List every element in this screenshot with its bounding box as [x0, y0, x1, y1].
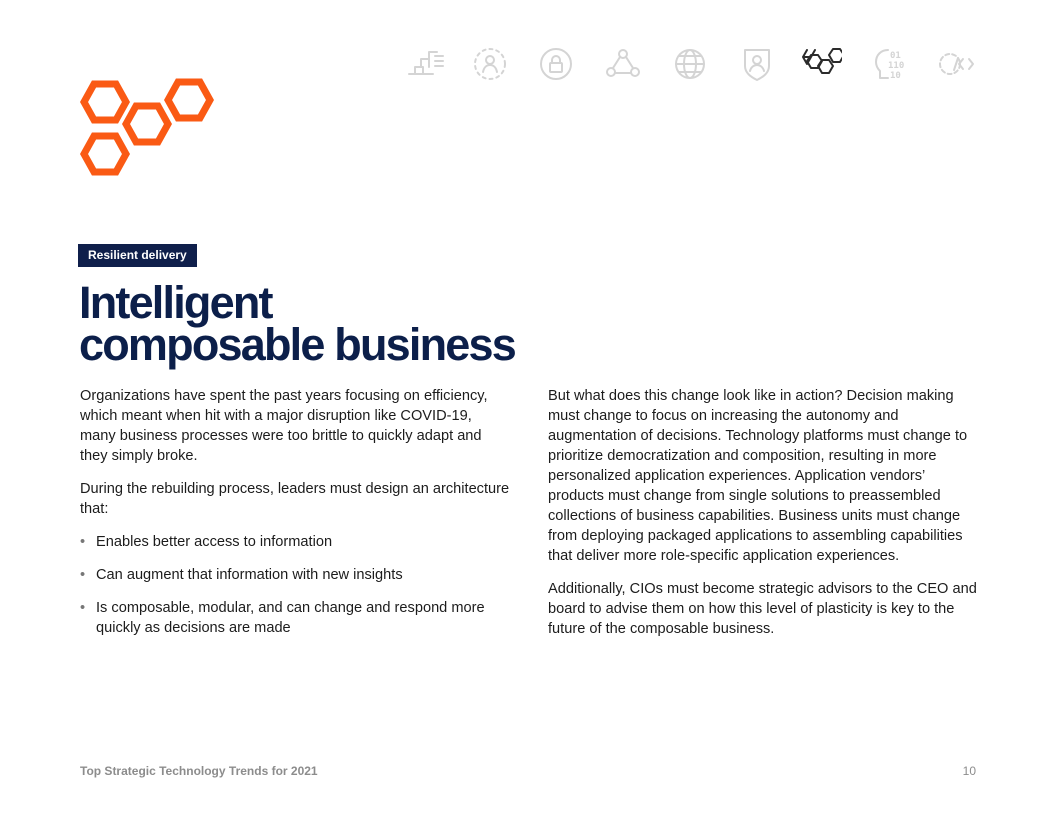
resilient-delivery-lock-icon[interactable]	[536, 44, 576, 84]
bullet-marker: •	[80, 534, 86, 550]
hexagon-cluster-logo	[78, 78, 218, 180]
list-item-text: Can augment that information with new insights	[96, 567, 403, 583]
footer-document-title: Top Strategic Technology Trends for 2021	[80, 764, 318, 778]
list-item-text: Enables better access to information	[96, 534, 333, 550]
section-tag: Resilient delivery	[78, 244, 197, 267]
right-column	[548, 386, 978, 652]
ai-brain-binary-icon[interactable]	[870, 44, 910, 84]
right-paragraph-2: Additionally, CIOs must become strategic advisors to the CEO and board to advise them on how this level of plasticity is key to the future of the composable business.	[548, 581, 977, 637]
svg-text:01: 01	[890, 51, 901, 61]
bullet-marker: •	[80, 600, 86, 616]
left-column	[80, 386, 510, 651]
page-number: 10	[962, 764, 976, 778]
page-title-line-2: composable business	[79, 319, 515, 370]
page-title-line-1: Intelligent	[79, 277, 272, 328]
people-centricity-icon[interactable]	[405, 44, 445, 84]
list-item-text: Is composable, modular, and can change and respond more quickly as decisions are made	[96, 600, 485, 636]
location-independence-icon[interactable]	[470, 44, 510, 84]
architecture-bullet-list	[80, 532, 510, 638]
list-item	[80, 532, 510, 552]
left-paragraph-2: During the rebuilding process, leaders must design an architecture that:	[80, 481, 510, 517]
svg-text:10: 10	[890, 71, 901, 81]
shield-user-icon[interactable]	[737, 44, 777, 84]
gear-code-icon[interactable]	[936, 44, 976, 84]
list-item	[80, 565, 510, 585]
page-title	[79, 277, 639, 370]
cloud-network-icon[interactable]	[603, 44, 643, 84]
globe-icon[interactable]	[670, 44, 710, 84]
left-paragraph-1: Organizations have spent the past years focusing on efficiency, which meant when hit with a major disruption like COVID-19, many business processes were too brittle to quickly adapt and they simply broke.	[80, 388, 488, 464]
list-item	[80, 598, 510, 638]
bullet-marker: •	[80, 567, 86, 583]
hexagons-icon[interactable]	[802, 44, 842, 84]
svg-text:110: 110	[888, 61, 905, 71]
right-paragraph-1: But what does this change look like in action? Decision making must change to focus on increasing the autonomy and augmentation of decisions. Technology platforms must change to prioritize democratization and composition, resulting in more personalized application experiences. Application vendors’ products must change from single solutions to preassembled collections of business capabilities. Business units must change from deploying packaged applications to assembling capabilities that deliver more role-specific application experiences.	[548, 388, 968, 564]
